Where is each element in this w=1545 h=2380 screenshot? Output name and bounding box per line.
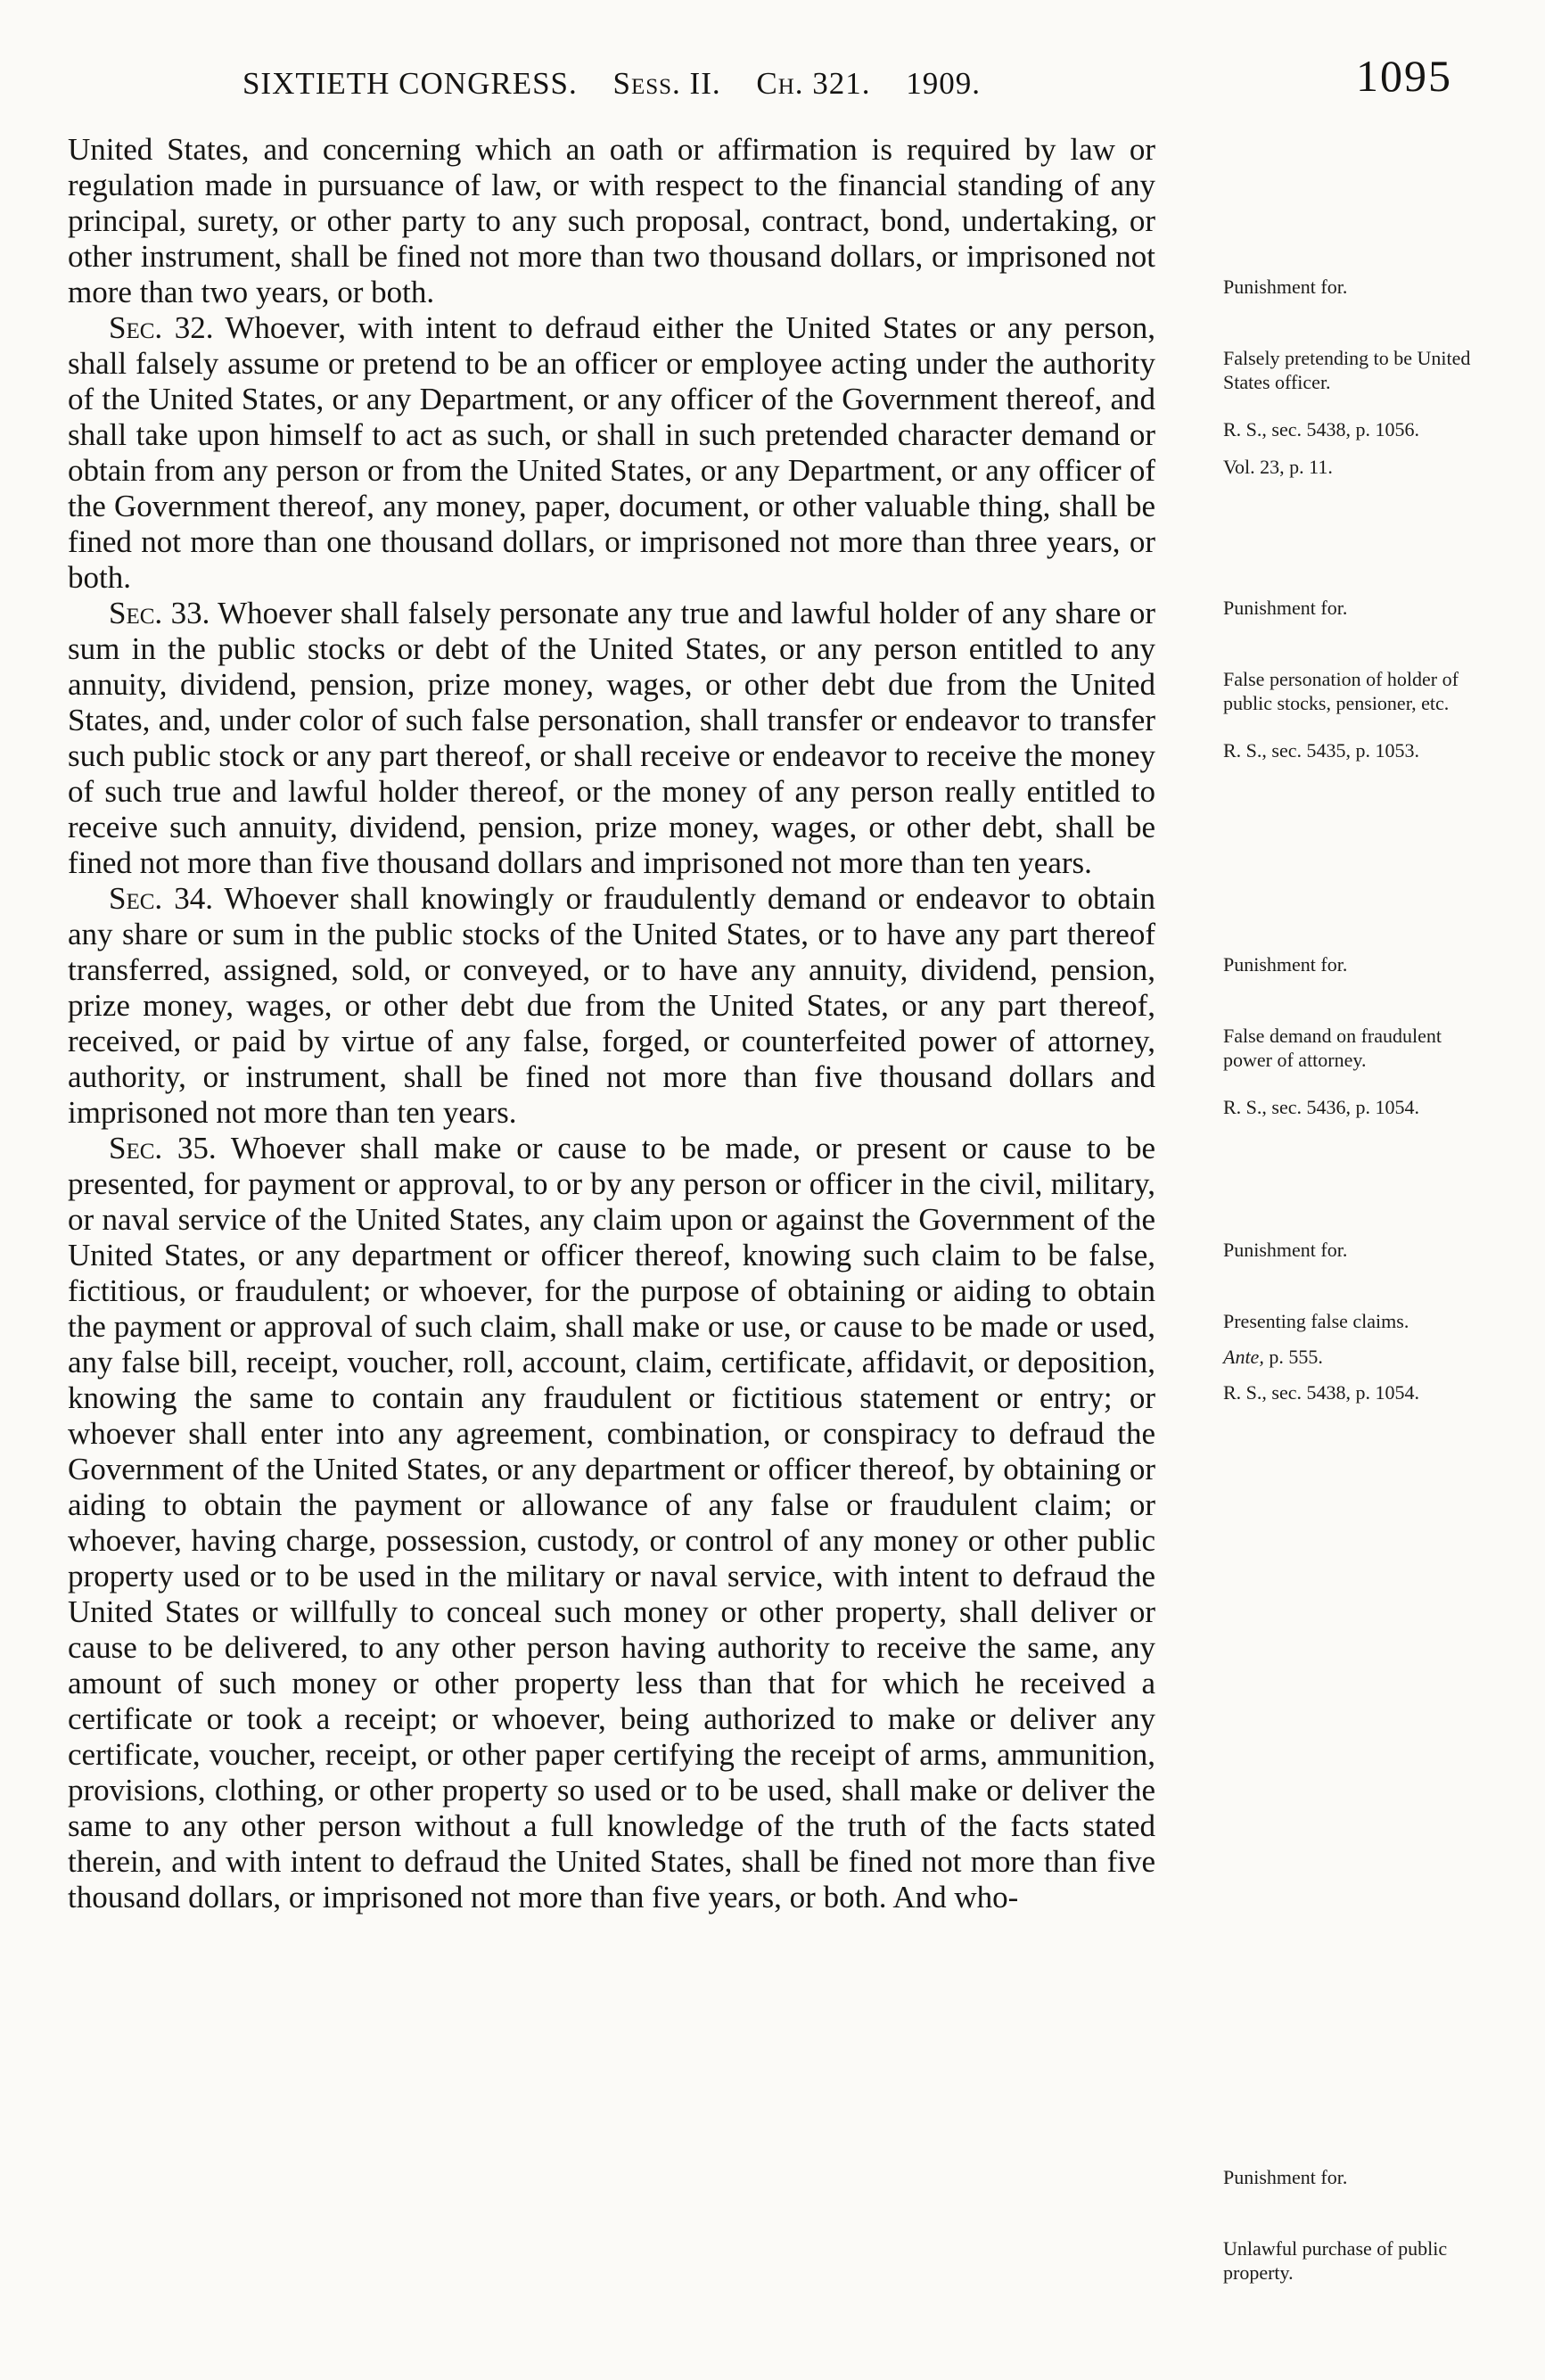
section-label-34: Sec. 34.	[109, 881, 213, 916]
margin-note-punishment-5: Punishment for.	[1223, 2166, 1348, 2188]
section-label-35: Sec. 35.	[109, 1131, 217, 1165]
header-congress: SIXTIETH CONGRESS.	[242, 66, 578, 101]
statute-paragraph-sec-35	[68, 1131, 1155, 1915]
header-session: Sess. II.	[612, 66, 721, 101]
statute-text-column	[68, 132, 1155, 1915]
margin-note-punishment-1: Punishment for.	[1223, 276, 1348, 298]
paragraph-text: Whoever shall knowingly or fraudulently demand or endeavor to obtain any share or sum in the public stocks of the United States, or to have any part thereof transferred, assigned, sold, or conveyed, or to have any annuity, dividend, pension, prize money, wages, or other debt due from the United States, or any part thereof, received, or paid by virtue of any false, forged, or counterfeited power of attorney, authority, or instrument, shall be fined not more than five thousand dollars and imprisoned not more than ten years.	[68, 881, 1156, 1130]
header-chapter: Ch. 321.	[756, 66, 871, 101]
margin-note-presenting-false-claims: Presenting false claims.	[1223, 1310, 1409, 1332]
margin-note-false-personation: False personation of holder of public stocks, pensioner, etc.	[1223, 668, 1459, 714]
margin-note-citation-rs-5438-1054: R. S., sec. 5438, p. 1054.	[1223, 1381, 1419, 1404]
running-head	[68, 66, 1155, 102]
margin-note-punishment-4: Punishment for.	[1223, 1239, 1348, 1261]
margin-note-unlawful-purchase: Unlawful purchase of public property.	[1223, 2237, 1448, 2284]
margin-note-punishment-2: Punishment for.	[1223, 597, 1348, 619]
margin-note-citation-rs-5438-1056: R. S., sec. 5438, p. 1056.	[1223, 418, 1419, 441]
citation-ante-rest: p. 555.	[1269, 1346, 1323, 1368]
statute-paragraph-continuation	[68, 132, 1155, 310]
margin-note-citation-rs-5435: R. S., sec. 5435, p. 1053.	[1223, 739, 1419, 762]
margin-note-citation-vol-23: Vol. 23, p. 11.	[1223, 456, 1333, 478]
paragraph-text: Whoever shall make or cause to be made, or present or cause to be presented, for payment or approval, to or by any person or officer in the civil, military, or naval service of the United States, any claim upon or against the Government of the United States, or any department or officer thereof, knowing such claim to be false, fictitious, or fraudulent; or whoever, for the purpose of obtaining or aiding to obtain the payment or approval of such claim, shall make or use, or cause to be made or used, any false bill, receipt, voucher, roll, account, claim, certificate, affidavit, or deposition, knowing the same to contain any fraudulent or fictitious statement or entry; or whoever shall enter into any agreement, combination, or conspiracy to defraud the Government of the United States, or any department or officer thereof, by obtaining or aiding to obtain the payment or allowance of any false or fraudulent claim; or whoever, having charge, possession, custody, or control of any money or other public property used or to be used in the military or naval service, with intent to defraud the United States or willfully to conceal such money or other property, shall deliver or cause to be delivered, to any other person having authority to receive the same, any amount of such money or other property less than that for which he received a certificate or took a receipt; or whoever, being authorized to make or deliver any certificate, voucher, receipt, or other paper certifying the receipt of arms, ammunition, provisions, clothing, or other property so used or to be used, shall make or deliver the same to any other person without a full knowledge of the truth of the facts stated therein, and with intent to defraud the United States, shall be fined not more than five thousand dollars, or imprisoned not more than five years, or both. And who-	[68, 1131, 1155, 1915]
citation-ante-italic: Ante,	[1223, 1346, 1264, 1368]
header-year: 1909.	[906, 66, 982, 101]
margin-note-punishment-3: Punishment for.	[1223, 953, 1348, 976]
paragraph-text: Whoever shall falsely personate any true and lawful holder of any share or sum in the public stocks or debt of the United States, or any person entitled to any annuity, dividend, pension, prize money, wages, or other debt due from the United States, and, under color of such false personation, shall transfer or endeavor to transfer such public stock or any part thereof, or shall receive or endeavor to receive the money of such true and lawful holder thereof, or the money of any person really entitled to receive such annuity, dividend, pension, prize money, wages, or other debt, shall be fined not more than five thousand dollars and imprisoned not more than ten years.	[68, 596, 1155, 880]
statute-paragraph-sec-34	[68, 881, 1155, 1131]
paragraph-text: United States, and concerning which an oath or affirmation is required by law or regulation made in pursuance of law, or with respect to the financial standing of any principal, surety, or other party to any such proposal, contract, bond, undertaking, or other instrument, shall be fined not more than two thousand dollars, or imprisoned not more than two years, or both.	[68, 132, 1155, 309]
page-number: 1095	[1356, 51, 1452, 101]
statute-paragraph-sec-32	[68, 310, 1155, 596]
margin-note-false-demand: False demand on fraudulent power of attorney.	[1223, 1025, 1442, 1071]
paragraph-text: Whoever, with intent to defraud either the United States or any person, shall falsely assume or pretend to be an officer or employee acting under the authority of the United States, or any Department, or any officer of the Government thereof, and shall take upon himself to act as such, or shall in such pretended character demand or obtain from any person or from the United States, or any Department, or any officer of the Government thereof, any money, paper, document, or other valuable thing, shall be fined not more than one thousand dollars, or imprisoned not more than three years, or both.	[68, 310, 1155, 595]
section-label-32: Sec. 32.	[109, 310, 214, 345]
margin-note-citation-rs-5436: R. S., sec. 5436, p. 1054.	[1223, 1096, 1419, 1118]
statute-paragraph-sec-33	[68, 596, 1155, 881]
margin-note-falsely-pretending: Falsely pretending to be United States officer.	[1223, 347, 1471, 393]
section-label-33: Sec. 33.	[109, 596, 210, 630]
margin-note-citation-ante-555	[1223, 1345, 1480, 1369]
